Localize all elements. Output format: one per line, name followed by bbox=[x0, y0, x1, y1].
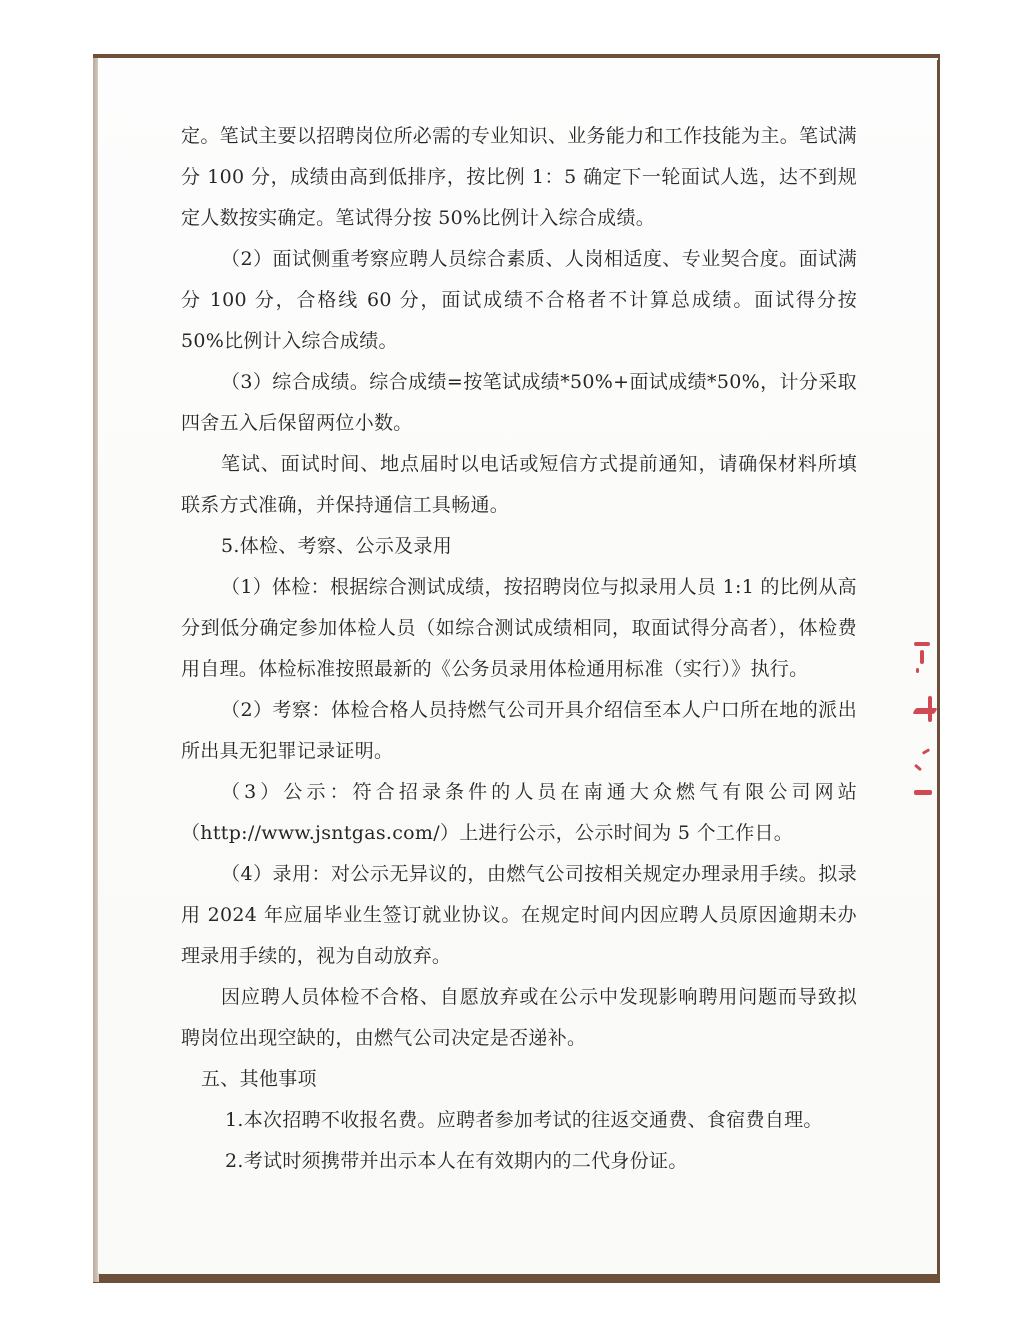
section-heading-other-matters: 五、其他事项 bbox=[201, 1068, 317, 1090]
paragraph-employment: （4）录用：对公示无异议的，由燃气公司按相关规定办理录用手续。拟录用 2024 年应届毕业生签订就业协议。在规定时间内因应聘人员原因逾期未办理录用手续的，视为自动放弃。 bbox=[181, 863, 857, 967]
paragraph-vacancy-fill: 因应聘人员体检不合格、自愿放弃或在公示中发现影响聘用问题而导致拟聘岗位出现空缺的，由燃气公司决定是否递补。 bbox=[181, 986, 857, 1049]
red-seal-stamp-icon bbox=[910, 638, 940, 808]
paragraph-background-check: （2）考察：体检合格人员持燃气公司开具介绍信至本人户口所在地的派出所出具无犯罪记录证明。 bbox=[181, 699, 857, 762]
document-body bbox=[181, 116, 857, 1182]
list-item-id-card: 2.考试时须携带并出示本人在有效期内的二代身份证。 bbox=[225, 1150, 688, 1172]
section-heading-physical-exam: 5.体检、考察、公示及录用 bbox=[221, 535, 453, 557]
paragraph-interview: （2）面试侧重考察应聘人员综合素质、人岗相适度、专业契合度。面试满分 100 分，合格线 60 分，面试成绩不合格者不计算总成绩。面试得分按 50%比例计入综合成绩。 bbox=[181, 248, 857, 352]
paragraph-physical-exam: （1）体检：根据综合测试成绩，按招聘岗位与拟录用人员 1:1 的比例从高分到低分确定参加体检人员（如综合测试成绩相同，取面试得分高者），体检费用自理。体检标准按照最新的《公务员录用体检通用标准（实行）》执行。 bbox=[181, 576, 857, 680]
paragraph-public-notice: （3）公示：符合招录条件的人员在南通大众燃气有限公司网站（http://www.jsntgas.com/）上进行公示，公示时间为 5 个工作日。 bbox=[181, 781, 857, 844]
paragraph-notification: 笔试、面试时间、地点届时以电话或短信方式提前通知，请确保材料所填联系方式准确，并保持通信工具畅通。 bbox=[181, 453, 857, 516]
paragraph-written-exam: 定。笔试主要以招聘岗位所必需的专业知识、业务能力和工作技能为主。笔试满分 100 分，成绩由高到低排序，按比例 1：5 确定下一轮面试人选，达不到规定人数按实确定。笔试得分按 50%比例计入综合成绩。 bbox=[181, 125, 857, 229]
list-item-fees: 1.本次招聘不收报名费。应聘者参加考试的往返交通费、食宿费自理。 bbox=[225, 1109, 823, 1131]
paragraph-composite-score: （3）综合成绩。综合成绩=按笔试成绩*50%+面试成绩*50%，计分采取四舍五入后保留两位小数。 bbox=[181, 371, 857, 434]
